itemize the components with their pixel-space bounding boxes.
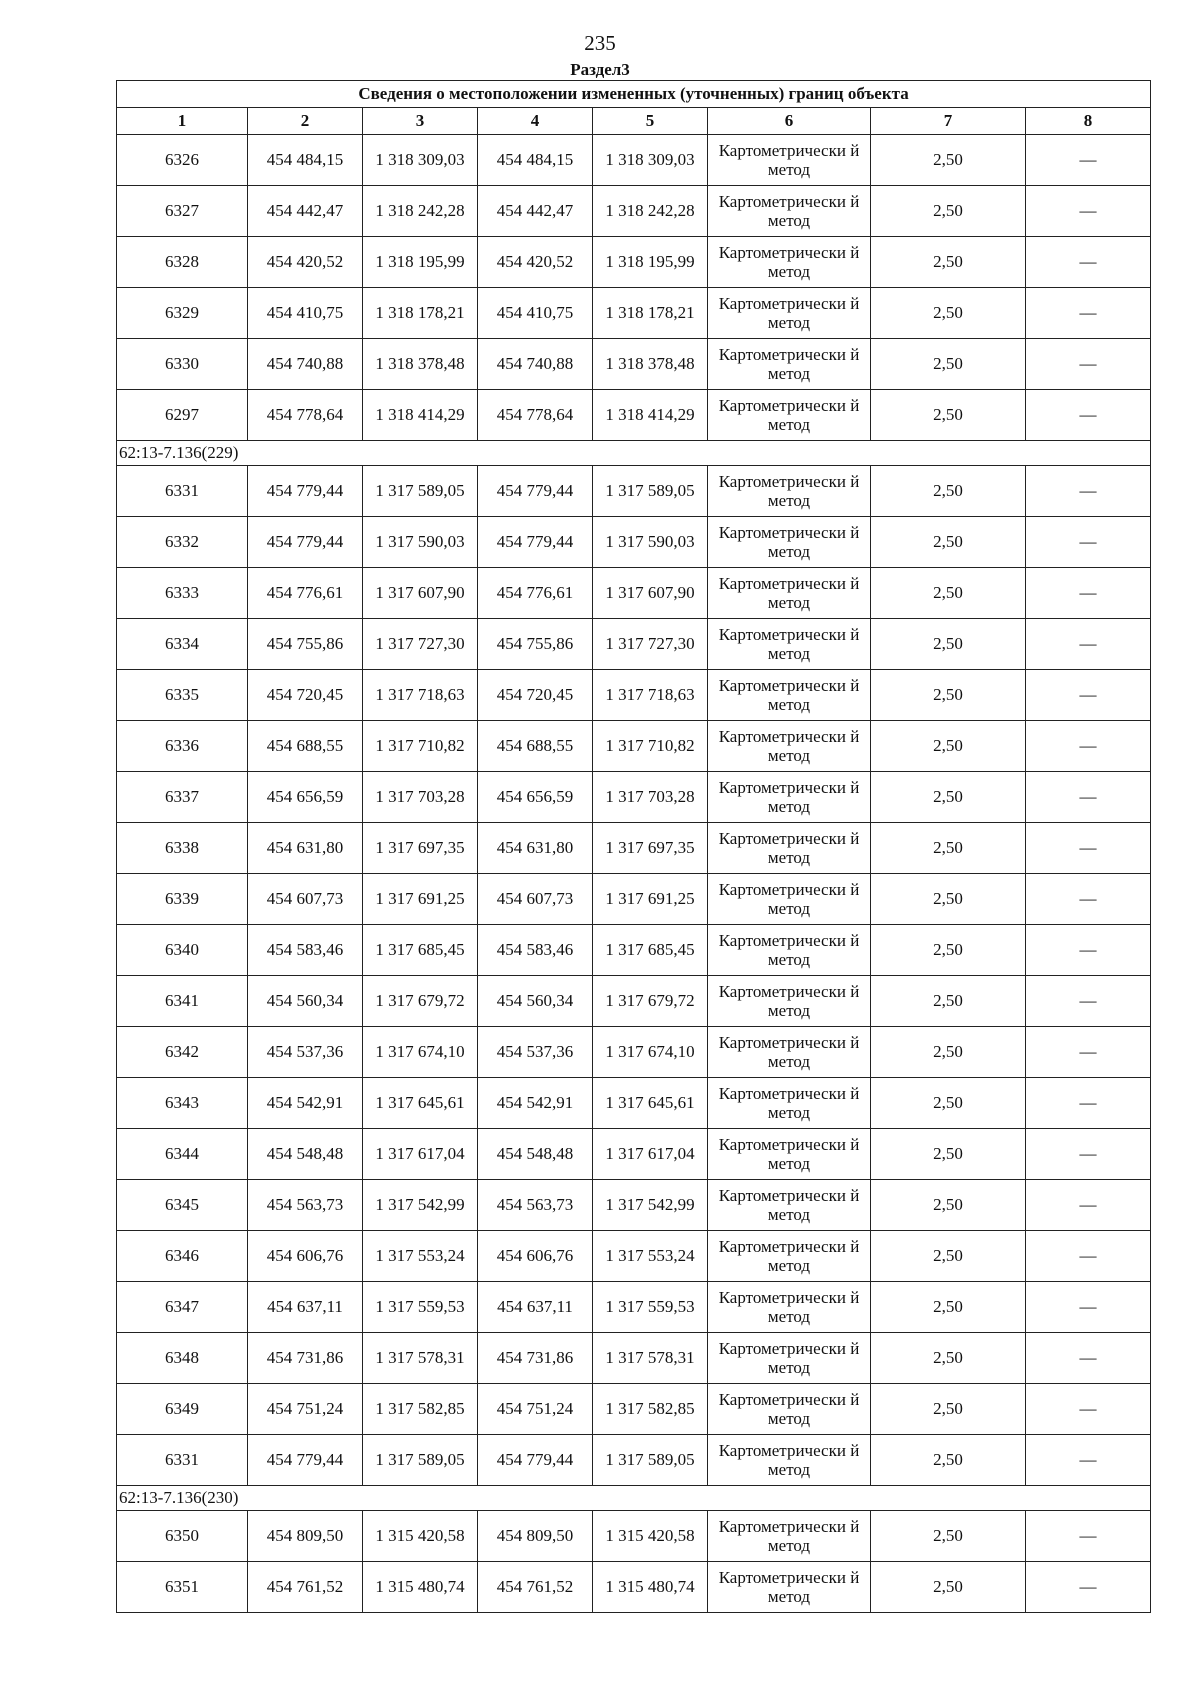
table-row — [117, 874, 1151, 925]
cell-x-old: 454 688,55 — [248, 721, 363, 772]
cell-description: — — [1026, 925, 1151, 976]
cell-accuracy: 2,50 — [871, 288, 1026, 339]
table-row — [117, 1027, 1151, 1078]
group-row — [117, 1486, 1151, 1511]
cell-description: — — [1026, 619, 1151, 670]
cell-method: Картометрически й метод — [708, 619, 871, 670]
cell-x-new: 454 779,44 — [478, 1435, 593, 1486]
cell-x-new: 454 607,73 — [478, 874, 593, 925]
cell-method: Картометрически й метод — [708, 339, 871, 390]
cell-point-number: 6330 — [117, 339, 248, 390]
cell-x-new: 454 656,59 — [478, 772, 593, 823]
cell-y-old: 1 318 178,21 — [363, 288, 478, 339]
cell-y-old: 1 317 703,28 — [363, 772, 478, 823]
cell-accuracy: 2,50 — [871, 1562, 1026, 1613]
cell-method: Картометрически й метод — [708, 186, 871, 237]
cell-description: — — [1026, 670, 1151, 721]
cell-accuracy: 2,50 — [871, 1384, 1026, 1435]
cell-y-old: 1 317 578,31 — [363, 1333, 478, 1384]
section-title: Раздел3 — [570, 60, 630, 79]
column-header-6: 6 — [708, 108, 871, 135]
cell-x-new: 454 442,47 — [478, 186, 593, 237]
cell-accuracy: 2,50 — [871, 619, 1026, 670]
cell-x-new: 454 778,64 — [478, 390, 593, 441]
table-row — [117, 976, 1151, 1027]
cell-y-new: 1 317 685,45 — [593, 925, 708, 976]
cell-y-new: 1 318 378,48 — [593, 339, 708, 390]
table-row — [117, 1435, 1151, 1486]
cell-point-number: 6331 — [117, 466, 248, 517]
cell-description: — — [1026, 874, 1151, 925]
cell-method: Картометрически й метод — [708, 925, 871, 976]
cell-point-number: 6348 — [117, 1333, 248, 1384]
cell-x-old: 454 778,64 — [248, 390, 363, 441]
cell-description: — — [1026, 1511, 1151, 1562]
cell-method: Картометрически й метод — [708, 1078, 871, 1129]
cell-y-new: 1 317 542,99 — [593, 1180, 708, 1231]
cell-y-old: 1 318 195,99 — [363, 237, 478, 288]
cell-method: Картометрически й метод — [708, 237, 871, 288]
cell-y-new: 1 317 691,25 — [593, 874, 708, 925]
cell-description: — — [1026, 772, 1151, 823]
cell-point-number: 6333 — [117, 568, 248, 619]
table-row — [117, 466, 1151, 517]
cell-method: Картометрически й метод — [708, 1231, 871, 1282]
cell-x-old: 454 637,11 — [248, 1282, 363, 1333]
cell-method: Картометрически й метод — [708, 874, 871, 925]
cell-x-old: 454 731,86 — [248, 1333, 363, 1384]
cell-x-old: 454 484,15 — [248, 135, 363, 186]
cell-accuracy: 2,50 — [871, 1078, 1026, 1129]
cell-x-old: 454 583,46 — [248, 925, 363, 976]
cell-method: Картометрически й метод — [708, 135, 871, 186]
cell-accuracy: 2,50 — [871, 1511, 1026, 1562]
cell-method: Картометрически й метод — [708, 823, 871, 874]
cell-y-new: 1 317 718,63 — [593, 670, 708, 721]
cell-method: Картометрически й метод — [708, 1511, 871, 1562]
cell-description: — — [1026, 390, 1151, 441]
cell-point-number: 6347 — [117, 1282, 248, 1333]
cell-description: — — [1026, 186, 1151, 237]
cell-x-new: 454 606,76 — [478, 1231, 593, 1282]
cell-x-old: 454 410,75 — [248, 288, 363, 339]
table-row — [117, 1180, 1151, 1231]
cell-x-old: 454 607,73 — [248, 874, 363, 925]
cell-description: — — [1026, 288, 1151, 339]
cell-method: Картометрически й метод — [708, 772, 871, 823]
table-row — [117, 772, 1151, 823]
cell-description: — — [1026, 976, 1151, 1027]
table-row — [117, 1231, 1151, 1282]
cell-accuracy: 2,50 — [871, 466, 1026, 517]
cell-method: Картометрически й метод — [708, 466, 871, 517]
cell-y-old: 1 317 718,63 — [363, 670, 478, 721]
cell-y-new: 1 317 727,30 — [593, 619, 708, 670]
cell-y-old: 1 317 679,72 — [363, 976, 478, 1027]
cell-x-new: 454 631,80 — [478, 823, 593, 874]
cell-method: Картометрически й метод — [708, 721, 871, 772]
cell-x-old: 454 779,44 — [248, 517, 363, 568]
cell-point-number: 6349 — [117, 1384, 248, 1435]
cell-x-old: 454 563,73 — [248, 1180, 363, 1231]
cell-accuracy: 2,50 — [871, 237, 1026, 288]
cell-y-old: 1 317 674,10 — [363, 1027, 478, 1078]
cell-y-old: 1 317 691,25 — [363, 874, 478, 925]
cell-y-old: 1 315 480,74 — [363, 1562, 478, 1613]
cell-point-number: 6329 — [117, 288, 248, 339]
table-body — [117, 135, 1151, 1613]
cell-accuracy: 2,50 — [871, 1129, 1026, 1180]
cell-x-old: 454 740,88 — [248, 339, 363, 390]
cell-method: Картометрически й метод — [708, 1027, 871, 1078]
cell-x-new: 454 563,73 — [478, 1180, 593, 1231]
cell-y-old: 1 317 645,61 — [363, 1078, 478, 1129]
table-caption: Сведения о местоположении измененных (уточненных) границ объекта — [117, 81, 1151, 108]
cell-x-old: 454 720,45 — [248, 670, 363, 721]
table-row — [117, 1384, 1151, 1435]
cell-point-number: 6341 — [117, 976, 248, 1027]
cell-x-old: 454 656,59 — [248, 772, 363, 823]
table-row — [117, 339, 1151, 390]
cell-y-old: 1 318 414,29 — [363, 390, 478, 441]
cell-accuracy: 2,50 — [871, 135, 1026, 186]
cell-y-new: 1 317 710,82 — [593, 721, 708, 772]
cell-point-number: 6342 — [117, 1027, 248, 1078]
cell-y-old: 1 317 589,05 — [363, 1435, 478, 1486]
cell-method: Картометрически й метод — [708, 390, 871, 441]
cell-accuracy: 2,50 — [871, 1180, 1026, 1231]
cell-accuracy: 2,50 — [871, 772, 1026, 823]
cell-x-new: 454 720,45 — [478, 670, 593, 721]
cell-y-old: 1 317 607,90 — [363, 568, 478, 619]
cell-description: — — [1026, 1027, 1151, 1078]
table-row — [117, 823, 1151, 874]
cell-method: Картометрически й метод — [708, 288, 871, 339]
cell-x-old: 454 751,24 — [248, 1384, 363, 1435]
coordinates-table — [116, 80, 1151, 1613]
cell-description: — — [1026, 517, 1151, 568]
column-header-2: 2 — [248, 108, 363, 135]
cell-point-number: 6335 — [117, 670, 248, 721]
cell-point-number: 6338 — [117, 823, 248, 874]
cell-y-old: 1 317 590,03 — [363, 517, 478, 568]
cell-y-old: 1 317 559,53 — [363, 1282, 478, 1333]
cell-accuracy: 2,50 — [871, 390, 1026, 441]
cell-x-new: 454 583,46 — [478, 925, 593, 976]
cell-y-old: 1 317 685,45 — [363, 925, 478, 976]
cell-x-old: 454 776,61 — [248, 568, 363, 619]
cell-description: — — [1026, 1180, 1151, 1231]
column-header-8: 8 — [1026, 108, 1151, 135]
cell-x-new: 454 731,86 — [478, 1333, 593, 1384]
cell-accuracy: 2,50 — [871, 186, 1026, 237]
cell-y-old: 1 318 309,03 — [363, 135, 478, 186]
table-row — [117, 135, 1151, 186]
parcel-number: 62:13-7.136(229) — [117, 441, 1151, 466]
cell-accuracy: 2,50 — [871, 823, 1026, 874]
cell-x-old: 454 779,44 — [248, 466, 363, 517]
cell-accuracy: 2,50 — [871, 874, 1026, 925]
cell-point-number: 6334 — [117, 619, 248, 670]
page-number: 235 — [584, 31, 616, 55]
cell-x-new: 454 637,11 — [478, 1282, 593, 1333]
cell-y-old: 1 317 710,82 — [363, 721, 478, 772]
cell-accuracy: 2,50 — [871, 568, 1026, 619]
cell-x-old: 454 761,52 — [248, 1562, 363, 1613]
table-row — [117, 517, 1151, 568]
cell-x-new: 454 755,86 — [478, 619, 593, 670]
cell-y-new: 1 317 578,31 — [593, 1333, 708, 1384]
cell-x-old: 454 809,50 — [248, 1511, 363, 1562]
cell-x-new: 454 542,91 — [478, 1078, 593, 1129]
cell-x-new: 454 548,48 — [478, 1129, 593, 1180]
cell-point-number: 6297 — [117, 390, 248, 441]
cell-y-old: 1 317 617,04 — [363, 1129, 478, 1180]
cell-point-number: 6332 — [117, 517, 248, 568]
cell-method: Картометрически й метод — [708, 1282, 871, 1333]
cell-y-new: 1 317 607,90 — [593, 568, 708, 619]
cell-accuracy: 2,50 — [871, 1435, 1026, 1486]
cell-accuracy: 2,50 — [871, 1333, 1026, 1384]
cell-x-new: 454 420,52 — [478, 237, 593, 288]
cell-point-number: 6345 — [117, 1180, 248, 1231]
cell-y-old: 1 317 697,35 — [363, 823, 478, 874]
cell-method: Картометрически й метод — [708, 670, 871, 721]
table-row — [117, 1333, 1151, 1384]
cell-y-new: 1 317 553,24 — [593, 1231, 708, 1282]
cell-y-new: 1 317 703,28 — [593, 772, 708, 823]
cell-method: Картометрически й метод — [708, 1333, 871, 1384]
cell-x-new: 454 776,61 — [478, 568, 593, 619]
cell-y-new: 1 318 178,21 — [593, 288, 708, 339]
cell-x-new: 454 751,24 — [478, 1384, 593, 1435]
cell-description: — — [1026, 1562, 1151, 1613]
cell-x-old: 454 779,44 — [248, 1435, 363, 1486]
cell-y-old: 1 317 727,30 — [363, 619, 478, 670]
column-header-row — [117, 108, 1151, 135]
cell-description: — — [1026, 466, 1151, 517]
table-row — [117, 670, 1151, 721]
table-row — [117, 1562, 1151, 1613]
cell-y-new: 1 318 242,28 — [593, 186, 708, 237]
cell-x-old: 454 442,47 — [248, 186, 363, 237]
cell-description: — — [1026, 721, 1151, 772]
cell-y-new: 1 318 309,03 — [593, 135, 708, 186]
cell-x-new: 454 740,88 — [478, 339, 593, 390]
table-row — [117, 288, 1151, 339]
cell-y-new: 1 317 645,61 — [593, 1078, 708, 1129]
cell-y-new: 1 317 679,72 — [593, 976, 708, 1027]
cell-x-old: 454 606,76 — [248, 1231, 363, 1282]
cell-description: — — [1026, 1078, 1151, 1129]
cell-method: Картометрически й метод — [708, 976, 871, 1027]
table-row — [117, 619, 1151, 670]
column-header-1: 1 — [117, 108, 248, 135]
column-header-5: 5 — [593, 108, 708, 135]
table-row — [117, 1282, 1151, 1333]
cell-x-old: 454 631,80 — [248, 823, 363, 874]
cell-y-old: 1 315 420,58 — [363, 1511, 478, 1562]
cell-point-number: 6328 — [117, 237, 248, 288]
cell-description: — — [1026, 1435, 1151, 1486]
cell-description: — — [1026, 823, 1151, 874]
cell-description: — — [1026, 339, 1151, 390]
cell-y-new: 1 317 590,03 — [593, 517, 708, 568]
cell-method: Картометрически й метод — [708, 1180, 871, 1231]
cell-accuracy: 2,50 — [871, 976, 1026, 1027]
cell-y-new: 1 317 582,85 — [593, 1384, 708, 1435]
cell-point-number: 6344 — [117, 1129, 248, 1180]
cell-y-old: 1 317 589,05 — [363, 466, 478, 517]
cell-description: — — [1026, 1129, 1151, 1180]
cell-point-number: 6351 — [117, 1562, 248, 1613]
cell-point-number: 6336 — [117, 721, 248, 772]
cell-x-new: 454 537,36 — [478, 1027, 593, 1078]
cell-x-new: 454 560,34 — [478, 976, 593, 1027]
cell-y-old: 1 317 553,24 — [363, 1231, 478, 1282]
cell-point-number: 6331 — [117, 1435, 248, 1486]
cell-description: — — [1026, 135, 1151, 186]
cell-point-number: 6327 — [117, 186, 248, 237]
cell-y-new: 1 318 195,99 — [593, 237, 708, 288]
cell-y-old: 1 318 378,48 — [363, 339, 478, 390]
table-row — [117, 390, 1151, 441]
cell-y-new: 1 318 414,29 — [593, 390, 708, 441]
cell-point-number: 6326 — [117, 135, 248, 186]
cell-x-new: 454 410,75 — [478, 288, 593, 339]
cell-x-old: 454 537,36 — [248, 1027, 363, 1078]
cell-method: Картометрически й метод — [708, 1562, 871, 1613]
cell-y-old: 1 317 582,85 — [363, 1384, 478, 1435]
cell-x-old: 454 548,48 — [248, 1129, 363, 1180]
cell-accuracy: 2,50 — [871, 721, 1026, 772]
cell-accuracy: 2,50 — [871, 1282, 1026, 1333]
cell-x-new: 454 688,55 — [478, 721, 593, 772]
cell-y-new: 1 317 617,04 — [593, 1129, 708, 1180]
cell-point-number: 6337 — [117, 772, 248, 823]
cell-accuracy: 2,50 — [871, 339, 1026, 390]
cell-description: — — [1026, 568, 1151, 619]
cell-y-new: 1 317 674,10 — [593, 1027, 708, 1078]
cell-description: — — [1026, 237, 1151, 288]
cell-x-old: 454 560,34 — [248, 976, 363, 1027]
cell-method: Картометрически й метод — [708, 568, 871, 619]
cell-point-number: 6346 — [117, 1231, 248, 1282]
cell-y-new: 1 315 420,58 — [593, 1511, 708, 1562]
cell-point-number: 6343 — [117, 1078, 248, 1129]
cell-y-new: 1 317 697,35 — [593, 823, 708, 874]
cell-accuracy: 2,50 — [871, 1231, 1026, 1282]
table-row — [117, 721, 1151, 772]
cell-point-number: 6350 — [117, 1511, 248, 1562]
cell-x-old: 454 420,52 — [248, 237, 363, 288]
cell-x-old: 454 755,86 — [248, 619, 363, 670]
cell-x-new: 454 779,44 — [478, 466, 593, 517]
column-header-4: 4 — [478, 108, 593, 135]
cell-point-number: 6339 — [117, 874, 248, 925]
table-row — [117, 925, 1151, 976]
parcel-number: 62:13-7.136(230) — [117, 1486, 1151, 1511]
cell-description: — — [1026, 1384, 1151, 1435]
cell-description: — — [1026, 1333, 1151, 1384]
cell-y-new: 1 317 559,53 — [593, 1282, 708, 1333]
table-row — [117, 1078, 1151, 1129]
cell-accuracy: 2,50 — [871, 670, 1026, 721]
column-header-3: 3 — [363, 108, 478, 135]
table-row — [117, 186, 1151, 237]
table-row — [117, 237, 1151, 288]
cell-description: — — [1026, 1282, 1151, 1333]
cell-method: Картометрически й метод — [708, 1384, 871, 1435]
cell-y-new: 1 317 589,05 — [593, 466, 708, 517]
cell-y-old: 1 317 542,99 — [363, 1180, 478, 1231]
cell-point-number: 6340 — [117, 925, 248, 976]
table-row — [117, 1129, 1151, 1180]
cell-accuracy: 2,50 — [871, 925, 1026, 976]
cell-x-old: 454 542,91 — [248, 1078, 363, 1129]
column-header-7: 7 — [871, 108, 1026, 135]
cell-description: — — [1026, 1231, 1151, 1282]
group-row — [117, 441, 1151, 466]
table-row — [117, 1511, 1151, 1562]
cell-accuracy: 2,50 — [871, 517, 1026, 568]
cell-x-new: 454 779,44 — [478, 517, 593, 568]
cell-method: Картометрически й метод — [708, 1129, 871, 1180]
cell-method: Картометрически й метод — [708, 1435, 871, 1486]
cell-y-new: 1 315 480,74 — [593, 1562, 708, 1613]
cell-x-new: 454 809,50 — [478, 1511, 593, 1562]
cell-y-new: 1 317 589,05 — [593, 1435, 708, 1486]
cell-method: Картометрически й метод — [708, 517, 871, 568]
table-row — [117, 568, 1151, 619]
cell-x-new: 454 761,52 — [478, 1562, 593, 1613]
cell-accuracy: 2,50 — [871, 1027, 1026, 1078]
cell-x-new: 454 484,15 — [478, 135, 593, 186]
cell-y-old: 1 318 242,28 — [363, 186, 478, 237]
